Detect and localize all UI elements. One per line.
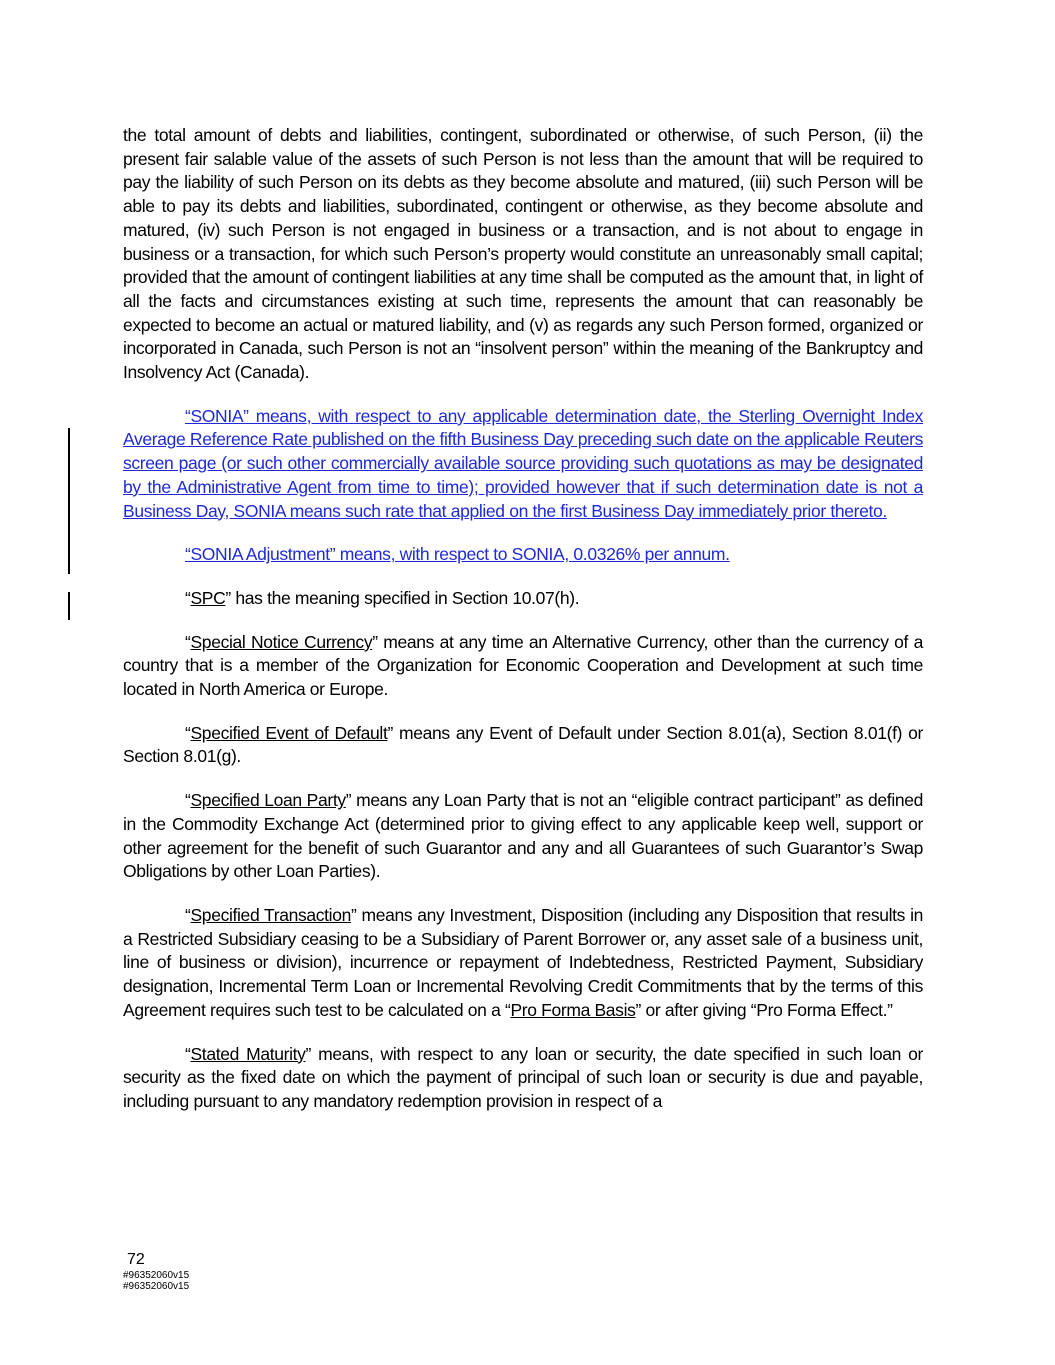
defined-term: Specified Event of Default <box>190 722 388 743</box>
defined-term: SPC <box>190 587 226 608</box>
paragraph-solvency-continuation: the total amount of debts and liabilities, contingent, subordinated or otherwise, of such Person, (ii) the present fair salable value of the assets of such Person is not less than the amount that will be required to pay the liability of such Person on its debts as they become absolute and matured, (iii) such Person will be able to pay its debts and liabilities, subordinated, contingent or otherwise, as they become absolute and matured, (iv) such Person is not engaged in business or a transaction, and is not about to engage in business or a transaction, for which such Person’s property would constitute an unreasonably small capital; provided that the amount of contingent liabilities at any time shall be computed as the amount that, in light of all the facts and circumstances existing at such time, represents the amount that can reasonably be expected to become an actual or matured liability, and (v) as regards any such Person formed, organized or incorporated in Canada, such Person is not an “insolvent person” within the meaning of the Bankruptcy and Insolvency Act (Canada). <box>123 125 923 383</box>
definition-spc: “SPC” has the meaning specified in Section 10.07(h). <box>185 587 580 608</box>
defined-term: Stated Maturity <box>190 1043 306 1064</box>
definition-specified-transaction: “Specified Transaction” means any Investment, Disposition (including any Disposition that results in a Restricted Subsidiary ceasing to be a Subsidiary of Parent Borrower or, any asset sale of a business unit, line of business or division), incurrence or repayment of Indebtedness, Restricted Payment, Subsidiary designation, Incremental Term Loan or Incremental Revolving Credit Commitments that by the terms of this Agreement requires such test to be calculated on a “Pro Forma Basis” or after giving “Pro Forma Effect.” <box>123 904 924 1020</box>
document-id: #96352060v15 <box>123 1281 190 1292</box>
page-number: 72 <box>127 1251 145 1268</box>
defined-term: Specified Loan Party <box>190 790 346 811</box>
page-footer <box>123 1250 189 1292</box>
defined-term: Specified Transaction <box>190 904 351 925</box>
document-body <box>123 124 923 1134</box>
revision-bar <box>68 428 70 574</box>
definition-specified-event-of-default: “Specified Event of Default” means any Event of Default under Section 8.01(a), Section 8.01(f) or Section 8.01(g). <box>123 722 923 767</box>
definition-special-notice-currency: “Special Notice Currency” means at any time an Alternative Currency, other than the currency of a country that is a member of the Organization for Economic Cooperation and Development at such time located in North America or Europe. <box>123 631 923 700</box>
defined-term: Special Notice Currency <box>190 631 373 652</box>
revision-bar <box>68 592 70 620</box>
definition-sonia-adjustment <box>123 543 923 567</box>
inserted-text: “SONIA Adjustment” means, with respect to SONIA, 0.0326% per annum. <box>185 544 730 565</box>
definition-sonia <box>123 405 923 524</box>
document-id: #96352060v15 <box>123 1270 190 1281</box>
inserted-text: “SONIA” means, with respect to any applicable determination date, the Sterling Overnight Index Average Reference Rate published on the fifth Business Day preceding such date on the applicable Reuters screen page (or such other commercially available source providing such quotations as may be designated by the Administrative Agent from time to time); provided however that if such determination date is not a Business Day, SONIA means such rate that applied on the first Business Day immediately prior thereto. <box>123 405 923 521</box>
defined-term: Pro Forma Basis <box>510 999 636 1020</box>
definition-specified-loan-party: “Specified Loan Party” means any Loan Party that is not an “eligible contract participant” as defined in the Commodity Exchange Act (determined prior to giving effect to any applicable keep well, support or other agreement for the benefit of such Guarantor and any and all Guarantees of such Guarantor’s Swap Obligations by other Loan Parties). <box>123 790 923 882</box>
definition-stated-maturity: “Stated Maturity” means, with respect to any loan or security, the date specified in such loan or security as the fixed date on which the payment of principal of such loan or security is due and payable, including pursuant to any mandatory redemption provision in respect of a <box>123 1043 923 1111</box>
